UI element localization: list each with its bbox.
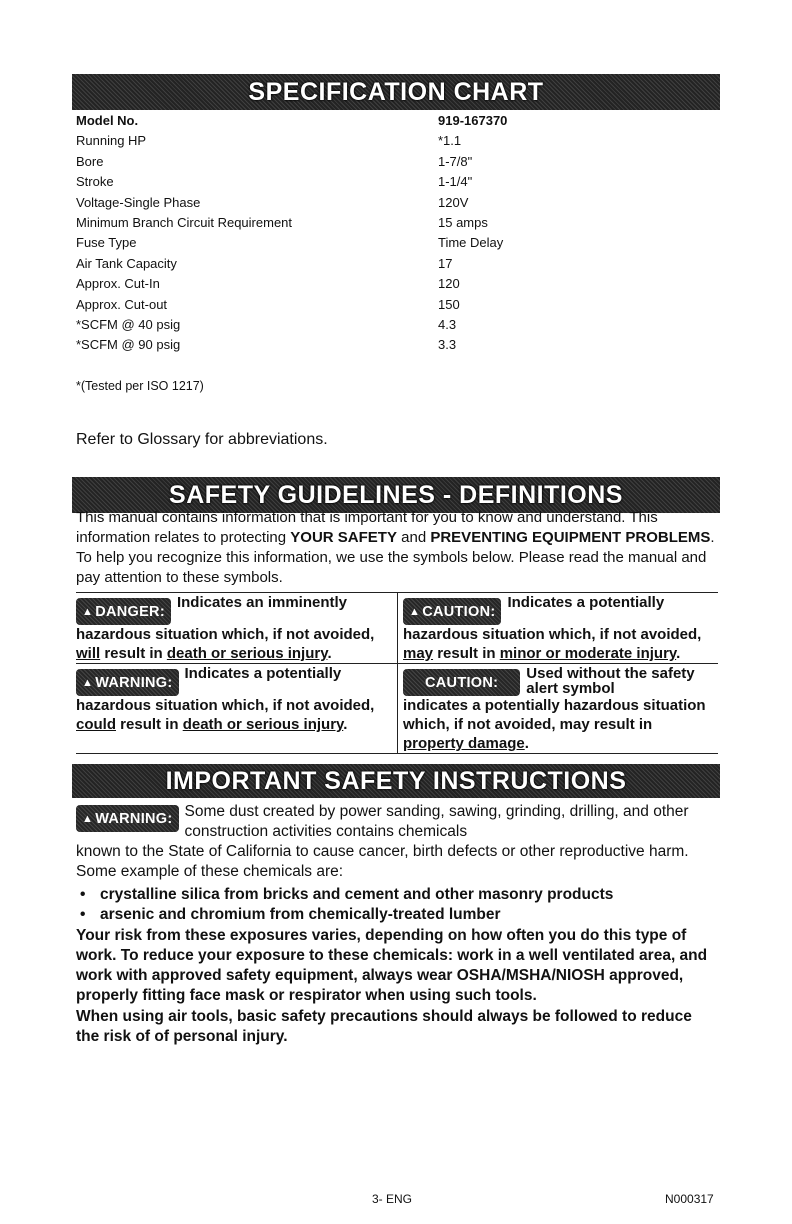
caution-plain-definition (397, 664, 718, 754)
spec-row (76, 215, 596, 235)
warning-triangle-icon: ▲ (82, 812, 94, 825)
definition-underline: death or serious injury (182, 716, 344, 733)
spec-label: *SCFM @ 40 psig (76, 316, 181, 332)
warning-head-text: Some dust created by power sanding, sawing, grinding, drilling, and other construction activities contains chemicals (184, 803, 689, 840)
definition-underline: property damage (403, 735, 525, 752)
definition-underline: will (76, 645, 101, 662)
glossary-note: Refer to Glossary for abbreviations. (76, 431, 328, 448)
definition-text: . (327, 645, 332, 662)
spec-label: *SCFM @ 90 psig (76, 337, 181, 353)
spec-footnote: *(Tested per ISO 1217) (76, 379, 204, 393)
caution-badge (403, 598, 501, 625)
danger-badge (76, 598, 171, 625)
spec-label: Approx. Cut-In (76, 276, 160, 292)
intro-bold: PREVENTING EQUIPMENT PROBLEMS (430, 529, 711, 546)
definition-text: result in (433, 645, 500, 662)
chemical-list (76, 885, 718, 925)
spec-row (76, 337, 596, 357)
safety-intro (76, 508, 716, 588)
spec-label: Fuse Type (76, 235, 137, 251)
spec-label: Approx. Cut-out (76, 296, 168, 312)
warning-continuation: known to the State of California to cause cancer, birth defects or other reproductive harm. Some example of these chemicals are: (76, 843, 689, 880)
spec-value: *1.1 (438, 133, 462, 149)
intro-text: . To help you recognize this information, we use the symbols below. Please read the manual and pay attention to these symbols. (76, 529, 715, 586)
spec-value: 15 amps (438, 214, 488, 230)
danger-definition (76, 593, 397, 664)
badge-label: DANGER: (95, 603, 165, 620)
definition-text: hazardous situation which, if not avoided, (76, 697, 375, 714)
caution-plain-badge (403, 669, 520, 696)
definition-text: hazardous situation which, if not avoided, (403, 626, 702, 643)
spec-label: Running HP (76, 133, 147, 149)
warning-triangle-icon: ▲ (409, 605, 421, 618)
badge-label: CAUTION: (422, 603, 496, 620)
definition-head: Indicates a potentially (184, 665, 342, 682)
spec-row (76, 154, 596, 174)
spec-table (76, 113, 596, 358)
definition-head: Indicates an imminently (176, 594, 347, 611)
definition-head: Indicates a potentially (507, 594, 665, 611)
warning-triangle-icon: ▲ (82, 676, 94, 689)
spec-value: 17 (438, 255, 453, 271)
caution-definition (397, 593, 718, 664)
spec-value: 3.3 (438, 337, 457, 353)
instructions-block (76, 802, 718, 1047)
definition-underline: minor or moderate injury (499, 645, 677, 662)
spec-value: 4.3 (438, 316, 457, 332)
spec-label: Model No. (76, 113, 139, 128)
spec-label: Stroke (76, 174, 114, 190)
warning-badge (76, 669, 179, 696)
spec-value: 150 (438, 296, 460, 312)
list-item: • crystalline silica from bricks and cement and other masonry products (76, 885, 718, 905)
badge-label: CAUTION: (425, 674, 499, 691)
instructions-banner (72, 764, 720, 798)
instructions-title: IMPORTANT SAFETY INSTRUCTIONS (165, 766, 627, 795)
spec-row (76, 256, 596, 276)
spec-value: 919-167370 (438, 113, 508, 128)
spec-chart-title: SPECIFICATION CHART (248, 77, 544, 106)
spec-row (76, 195, 596, 215)
badge-label: WARNING: (95, 674, 173, 691)
exposure-paragraph: Your risk from these exposures varies, depending on how often you do this type of work. To reduce your exposure to these chemicals: work in a well ventilated area, and work with approved safety equipment, always wear OSHA/MSHA/NIOSH approved, properly fitting face mask or respirator when using such tools. (76, 927, 708, 1004)
definition-text: . (524, 735, 529, 752)
document-code: N000317 (665, 1192, 714, 1206)
intro-bold: YOUR SAFETY (290, 529, 397, 546)
spec-label: Bore (76, 153, 104, 169)
definition-text: result in (100, 645, 167, 662)
precautions-paragraph: When using air tools, basic safety precautions should always be followed to reduce the risk of of personal injury. (76, 1008, 692, 1045)
list-item: • arsenic and chromium from chemically-treated lumber (76, 905, 718, 925)
definition-text: hazardous situation which, if not avoided, (76, 626, 375, 643)
safety-guidelines-title: SAFETY GUIDELINES - DEFINITIONS (169, 480, 623, 509)
spec-header-row (76, 113, 596, 133)
definition-text: . (343, 716, 348, 733)
spec-label: Minimum Branch Circuit Requirement (76, 214, 293, 230)
definition-text: result in (116, 716, 183, 733)
spec-label: Air Tank Capacity (76, 255, 177, 271)
definition-text: . (676, 645, 681, 662)
spec-value: 120 (438, 276, 460, 292)
spec-value: 1-7/8" (438, 153, 473, 169)
spec-label: Voltage-Single Phase (76, 194, 201, 210)
spec-row (76, 297, 596, 317)
spec-value: Time Delay (438, 235, 504, 251)
warning-definition (76, 664, 397, 754)
spec-row (76, 276, 596, 296)
spec-value: 120V (438, 194, 469, 210)
badge-label: WARNING: (95, 810, 173, 827)
spec-row (76, 235, 596, 255)
definition-underline: may (403, 645, 434, 662)
spec-chart-banner (72, 74, 720, 110)
signal-word-grid (76, 592, 718, 754)
spec-row (76, 317, 596, 337)
warning-triangle-icon: ▲ (82, 605, 94, 618)
definition-text: indicates a potentially hazardous situation which, if not avoided, may result in (403, 697, 706, 733)
intro-text: and (396, 529, 431, 546)
page-number: 3- ENG (372, 1192, 413, 1206)
instructions-warning-badge (76, 805, 179, 832)
intro-text: This manual contains information that is important for you to know and understand. This information relates to protecting (76, 509, 658, 546)
spec-row (76, 174, 596, 194)
definition-underline: could (76, 716, 116, 733)
spec-row (76, 133, 596, 153)
definition-head: Used without the safety alert symbol (526, 665, 695, 697)
definition-underline: death or serious injury (166, 645, 328, 662)
spec-value: 1-1/4" (438, 174, 473, 190)
